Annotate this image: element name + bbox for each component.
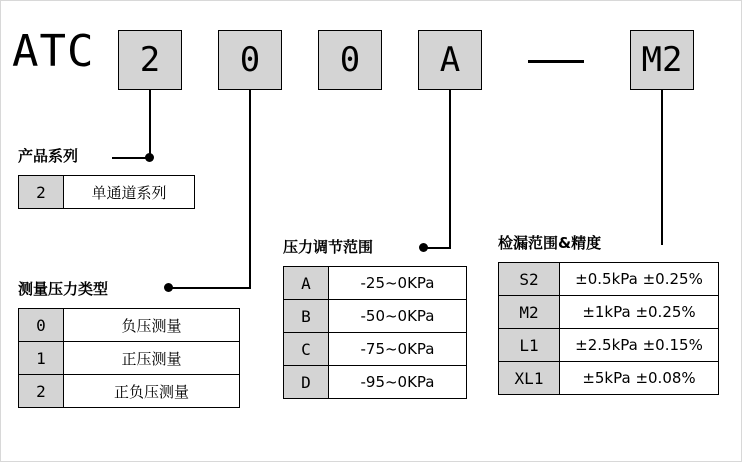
code-box-pressure-type: 0	[218, 30, 282, 90]
adjust-range-desc-0: -25~0KPa	[329, 267, 467, 300]
group-title-series: 产品系列	[18, 147, 79, 165]
table-series	[18, 175, 195, 209]
series-desc-0: 单通道系列	[64, 176, 195, 209]
code-box-digit-3: 0	[318, 30, 382, 90]
table-row	[499, 263, 719, 296]
leak-range-code-1: M2	[499, 296, 560, 329]
leak-range-desc-2: ±2.5kPa ±0.15%	[560, 329, 719, 362]
connector-adjust-range-horizontal	[424, 247, 451, 249]
table-row	[499, 329, 719, 362]
adjust-range-code-2: C	[284, 333, 329, 366]
leak-range-code-0: S2	[499, 263, 560, 296]
group-title-pressure-type: 测量压力类型	[18, 280, 109, 298]
connector-series-vertical	[149, 90, 151, 158]
table-leak-range	[498, 262, 719, 395]
leak-range-code-2: L1	[499, 329, 560, 362]
adjust-range-code-3: D	[284, 366, 329, 399]
table-adjust-range	[283, 266, 467, 399]
adjust-range-code-0: A	[284, 267, 329, 300]
leak-range-desc-3: ±5kPa ±0.08%	[560, 362, 719, 395]
connector-series-dot	[145, 153, 154, 162]
connector-pressure-type-dot	[164, 283, 173, 292]
group-title-leak-range: 检漏范围&精度	[498, 234, 602, 252]
adjust-range-code-1: B	[284, 300, 329, 333]
leak-range-desc-0: ±0.5kPa ±0.25%	[560, 263, 719, 296]
table-row	[284, 300, 467, 333]
code-box-series: 2	[118, 30, 182, 90]
table-row	[284, 333, 467, 366]
group-title-adjust-range: 压力调节范围	[283, 238, 374, 256]
series-code-0: 2	[19, 176, 64, 209]
pressure-type-code-0: 0	[19, 309, 64, 342]
connector-pressure-type-vertical	[249, 90, 251, 288]
connector-adjust-range-dot	[419, 243, 428, 252]
table-row	[499, 362, 719, 395]
table-row	[499, 296, 719, 329]
table-row	[284, 267, 467, 300]
table-row	[19, 342, 240, 375]
code-box-adjust-range: A	[418, 30, 482, 90]
table-pressure-type	[18, 308, 240, 408]
pressure-type-code-2: 2	[19, 375, 64, 408]
leak-range-desc-1: ±1kPa ±0.25%	[560, 296, 719, 329]
connector-leak-range-vertical	[661, 90, 663, 245]
pressure-type-desc-2: 正负压测量	[64, 375, 240, 408]
pressure-type-desc-0: 负压测量	[64, 309, 240, 342]
leak-range-code-3: XL1	[499, 362, 560, 395]
model-prefix: ATC	[12, 26, 95, 77]
connector-adjust-range-vertical	[449, 90, 451, 248]
adjust-range-desc-1: -50~0KPa	[329, 300, 467, 333]
connector-pressure-type-horizontal	[168, 287, 251, 289]
table-row	[19, 375, 240, 408]
pressure-type-code-1: 1	[19, 342, 64, 375]
adjust-range-desc-2: -75~0KPa	[329, 333, 467, 366]
table-row	[19, 309, 240, 342]
code-box-leak-range: M2	[630, 30, 694, 90]
table-row	[19, 176, 195, 209]
code-separator-dash	[528, 60, 584, 63]
adjust-range-desc-3: -95~0KPa	[329, 366, 467, 399]
pressure-type-desc-1: 正压测量	[64, 342, 240, 375]
table-row	[284, 366, 467, 399]
